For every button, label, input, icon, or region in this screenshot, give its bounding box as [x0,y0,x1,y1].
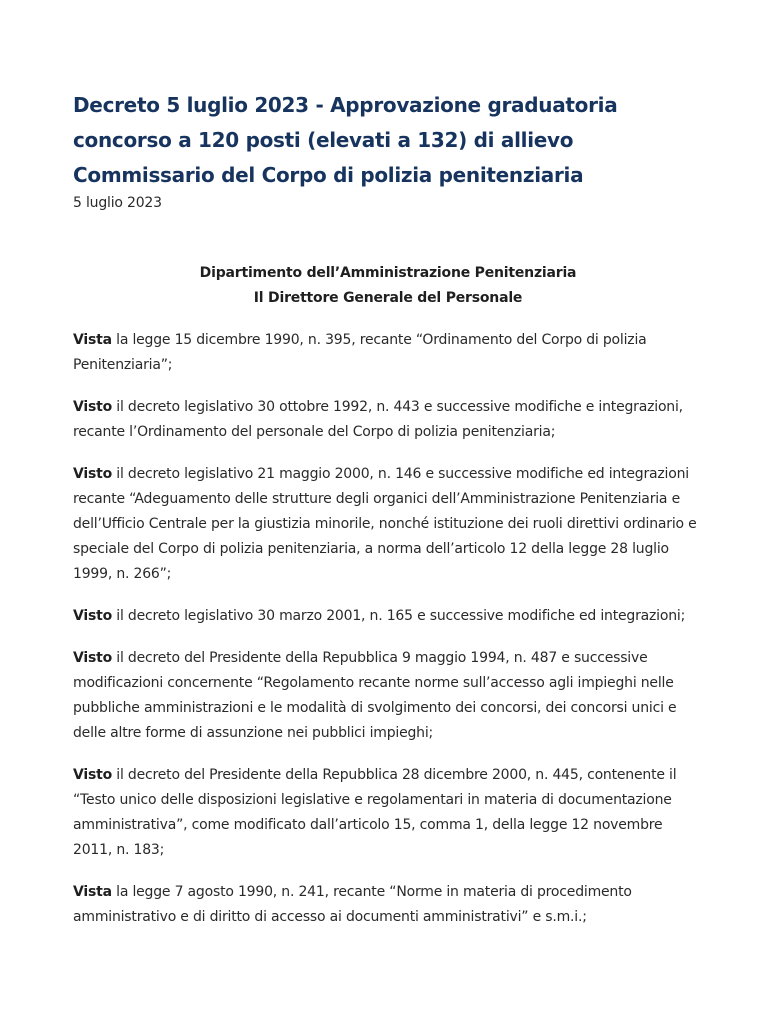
recital-text: la legge 15 dicembre 1990, n. 395, recante “Ordinamento del Corpo di polizia Penitenziaria”; [73,332,647,373]
recital-text: la legge 7 agosto 1990, n. 241, recante “Norme in materia di procedimento amministrativo e di diritto di accesso ai documenti amministrativi” e s.m.i.; [73,884,632,925]
recital-paragraph [73,604,703,629]
issuer-heading [73,261,703,311]
recital-lead: Vista [73,332,112,348]
recital-paragraph [73,763,703,863]
recital-paragraph [73,395,703,445]
recital-lead: Visto [73,399,113,415]
recital-text: il decreto legislativo 21 maggio 2000, n. 146 e successive modifiche ed integrazioni recante “Adeguamento delle strutture degli organici dell’Amministrazione Penitenziaria e dell’Ufficio Centrale per la giustizia minorile, nonché istituzione dei ruoli direttivi ordinario e speciale del Corpo di polizia penitenziaria, a norma dell’articolo 12 della legge 28 luglio 1999, n. 266”; [73,466,697,582]
document-page [73,88,703,930]
recital-paragraph [73,462,703,587]
recital-text: il decreto legislativo 30 marzo 2001, n. 165 e successive modifiche ed integrazioni; [112,608,686,624]
recital-text: il decreto del Presidente della Repubblica 28 dicembre 2000, n. 445, contenente il “Testo unico delle disposizioni legislative e regolamentari in materia di documentazione amministrativa”, come modificato dall’articolo 15, comma 1, della legge 12 novembre 2011, n. 183; [73,767,677,858]
director-title: Il Direttore Generale del Personale [253,290,523,306]
recital-paragraph [73,328,703,378]
recital-lead: Visto [73,608,113,624]
recital-text: il decreto del Presidente della Repubblica 9 maggio 1994, n. 487 e successive modificazioni concernente “Regolamento recante norme sull’accesso agli impieghi nelle pubbliche amministrazioni e le modalità di svolgimento dei concorsi, dei concorsi unici e delle altre forme di assunzione nei pubblici impieghi; [73,650,677,741]
recital-lead: Vista [73,884,112,900]
department-name: Dipartimento dell’Amministrazione Penitenziaria [199,265,577,281]
document-date: 5 luglio 2023 [73,195,162,211]
recital-paragraph [73,880,703,930]
recital-lead: Visto [73,650,113,666]
recital-lead: Visto [73,767,113,783]
recital-paragraph [73,646,703,746]
recital-text: il decreto legislativo 30 ottobre 1992, n. 443 e successive modifiche e integrazioni, recante l’Ordinamento del personale del Corpo di polizia penitenziaria; [73,399,683,440]
document-title: Decreto 5 luglio 2023 - Approvazione graduatoria concorso a 120 posti (elevati a 132) di allievo Commissario del Corpo di polizia penitenziaria [73,93,618,187]
recital-lead: Visto [73,466,113,482]
